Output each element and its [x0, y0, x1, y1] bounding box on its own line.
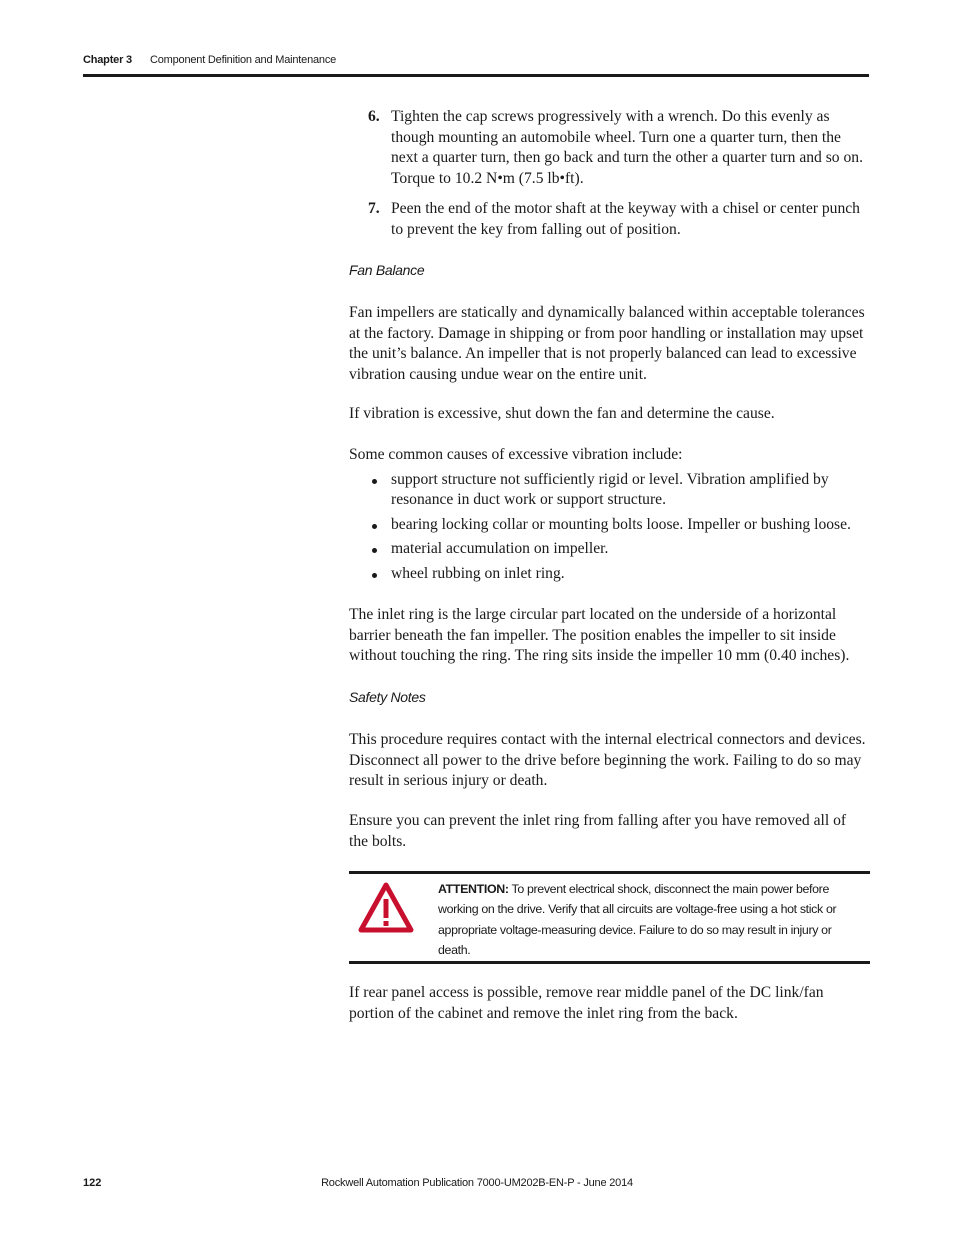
list-item: [349, 470, 869, 511]
list-item: [349, 515, 869, 536]
list-item-text: material accumulation on impeller.: [391, 540, 609, 557]
safety-para-2: [349, 811, 869, 852]
list-item-text: wheel rubbing on inlet ring.: [391, 564, 565, 582]
paragraph: This procedure requires contact with the internal electrical connectors and devices. Disconnect all power to the drive before beginning the work. Failing to do so may result in serious injury or death.: [349, 731, 866, 789]
step-text: Tighten the cap screws progressively with a wrench. Do this evenly as though mounting an automobile wheel. Turn one a quarter turn, then the next a quarter turn, then go back and turn the other a quarter turn and so on. Torque to 10.2 N•m (7.5 lb•ft).: [391, 108, 863, 187]
bullet-icon: [372, 573, 377, 578]
page-number: 122: [83, 1177, 102, 1189]
paragraph: Ensure you can prevent the inlet ring from falling after you have removed all of the bolts.: [349, 812, 847, 850]
publication-info: Rockwell Automation Publication 7000-UM202B-EN-P - June 2014: [321, 1177, 633, 1189]
step-item: [349, 199, 869, 240]
attention-text: [438, 879, 863, 960]
attention-box: [349, 871, 870, 964]
closing-para: [349, 983, 869, 1024]
section-title: Component Definition and Maintenance: [150, 54, 337, 66]
fan-balance-para-1: [349, 303, 869, 385]
warning-triangle-icon: [358, 882, 414, 934]
step-number: 6.: [368, 108, 380, 125]
step-text: Peen the end of the motor shaft at the keyway with a chisel or center punch to prevent the key from falling out of position.: [391, 200, 860, 238]
attention-message: To prevent electrical shock, disconnect the main power before working on the drive. Verify that all circuits are voltage-free using a hot stick or appropriate voltage-measuring device. Failure to do so may result in injury or death.: [438, 882, 837, 957]
paragraph: If vibration is excessive, shut down the fan and determine the cause.: [349, 405, 775, 422]
attention-label: ATTENTION:: [438, 882, 509, 896]
header-rule: [83, 74, 869, 77]
bullet-icon: [372, 479, 377, 484]
paragraph: The inlet ring is the large circular part located on the underside of a horizontal barrier beneath the fan impeller. The position enables the impeller to sit inside without touching the ring. The ring sits inside the impeller 10 mm (0.40 inches).: [349, 606, 850, 664]
step-number: 7.: [368, 200, 380, 217]
paragraph: Some common causes of excessive vibration include:: [349, 446, 683, 463]
list-item: [349, 539, 869, 560]
step-item: [349, 107, 869, 189]
bullet-icon: [372, 524, 377, 529]
causes-block: [349, 445, 869, 584]
page-header: [83, 52, 869, 74]
steps-list: [349, 107, 869, 240]
list-item-text: bearing locking collar or mounting bolts loose. Impeller or bushing loose.: [391, 515, 851, 533]
paragraph: If rear panel access is possible, remove rear middle panel of the DC link/fan portion of the cabinet and remove the inlet ring from the back.: [349, 984, 824, 1022]
causes-list: [349, 470, 869, 585]
chapter-label: Chapter 3: [83, 54, 132, 66]
safety-notes-heading: Safety Notes: [349, 689, 426, 705]
list-item: [349, 564, 869, 585]
safety-para-1: [349, 730, 869, 792]
list-item-text: support structure not sufficiently rigid or level. Vibration amplified by resonance in duct work or support structure.: [391, 470, 829, 508]
paragraph: Fan impellers are statically and dynamically balanced within acceptable tolerances at the factory. Damage in shipping or from poor handling or installation may upset the unit’s balance. An impeller that is not properly balanced can lead to excessive vibration causing undue wear on the entire unit.: [349, 304, 865, 383]
bullet-icon: [372, 548, 377, 553]
fan-balance-para-2: [349, 404, 869, 425]
inlet-ring-para: [349, 605, 869, 667]
fan-balance-heading: Fan Balance: [349, 262, 425, 278]
